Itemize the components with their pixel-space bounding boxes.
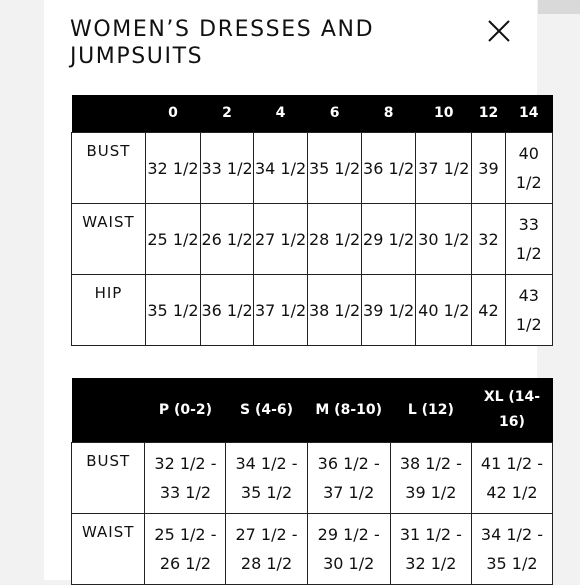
header-corner [72, 95, 146, 133]
measurement-cell: 36 1/2 - 37 1/2 [307, 443, 390, 514]
measurement-cell: 28 1/2 [308, 204, 362, 275]
measurement-cell: 40 1/2 [505, 133, 553, 204]
letter-size-table [71, 378, 553, 585]
measurement-cell: 30 1/2 [416, 204, 472, 275]
measurement-cell: 37 1/2 [416, 133, 472, 204]
numeric-size-table [71, 95, 553, 346]
measurement-cell: 31 1/2 - 32 1/2 [390, 514, 471, 585]
close-icon [485, 17, 513, 45]
measurement-cell: 29 1/2 - 30 1/2 [307, 514, 390, 585]
size-header: 4 [254, 95, 308, 133]
measurement-cell: 36 1/2 [201, 275, 254, 346]
measurement-cell: 34 1/2 [254, 133, 308, 204]
row-label: WAIST [72, 514, 145, 585]
size-header: 8 [362, 95, 416, 133]
measurement-cell: 41 1/2 - 42 1/2 [471, 443, 552, 514]
measurement-cell: 40 1/2 [416, 275, 472, 346]
measurement-cell: 38 1/2 [308, 275, 362, 346]
table-row [72, 443, 553, 514]
size-header: 0 [145, 95, 200, 133]
measurement-cell: 32 1/2 - 33 1/2 [145, 443, 226, 514]
size-header: 6 [308, 95, 362, 133]
background-panel-edge [538, 0, 580, 14]
size-header: 2 [201, 95, 254, 133]
measurement-cell: 29 1/2 [362, 204, 416, 275]
header-corner [72, 378, 145, 443]
table-row [72, 133, 553, 204]
close-button[interactable] [485, 17, 513, 45]
size-header: L (12) [390, 378, 471, 443]
size-header: 10 [416, 95, 472, 133]
measurement-cell: 36 1/2 [362, 133, 416, 204]
letter-header-row [72, 378, 553, 443]
size-header: M (8-10) [307, 378, 390, 443]
measurement-cell: 27 1/2 - 28 1/2 [226, 514, 307, 585]
measurement-cell: 32 1/2 [145, 133, 200, 204]
measurement-cell: 43 1/2 [505, 275, 553, 346]
measurement-cell: 37 1/2 [254, 275, 308, 346]
measurement-cell: 26 1/2 [201, 204, 254, 275]
measurement-cell: 35 1/2 [308, 133, 362, 204]
size-header: XL (14-16) [471, 378, 552, 443]
table-row [72, 514, 553, 585]
size-header: P (0-2) [145, 378, 226, 443]
row-label: BUST [72, 443, 145, 514]
measurement-cell: 39 [472, 133, 505, 204]
size-header: 12 [472, 95, 505, 133]
measurement-cell: 42 [472, 275, 505, 346]
numeric-header-row [72, 95, 553, 133]
measurement-cell: 27 1/2 [254, 204, 308, 275]
measurement-cell: 33 1/2 [505, 204, 553, 275]
table-row [72, 275, 553, 346]
row-label: BUST [72, 133, 146, 204]
row-label: HIP [72, 275, 146, 346]
measurement-cell: 34 1/2 - 35 1/2 [471, 514, 552, 585]
measurement-cell: 33 1/2 [201, 133, 254, 204]
measurement-cell: 32 [472, 204, 505, 275]
measurement-cell: 38 1/2 - 39 1/2 [390, 443, 471, 514]
size-chart-modal [44, 0, 543, 580]
table-row [72, 204, 553, 275]
measurement-cell: 39 1/2 [362, 275, 416, 346]
row-label: WAIST [72, 204, 146, 275]
measurement-cell: 34 1/2 - 35 1/2 [226, 443, 307, 514]
modal-title: WOMEN’S DRESSES AND JUMPSUITS [70, 17, 375, 69]
measurement-cell: 25 1/2 - 26 1/2 [145, 514, 226, 585]
measurement-cell: 25 1/2 [145, 204, 200, 275]
size-header: 14 [505, 95, 553, 133]
size-header: S (4-6) [226, 378, 307, 443]
measurement-cell: 35 1/2 [145, 275, 200, 346]
